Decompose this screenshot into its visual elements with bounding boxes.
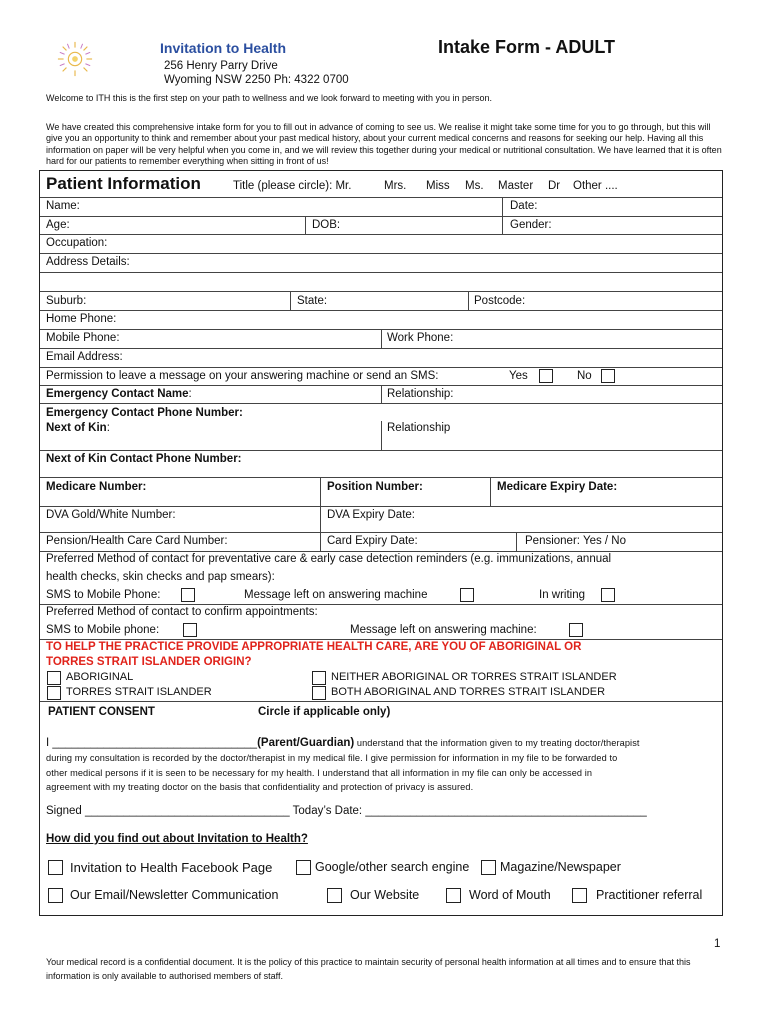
kin-relationship-field[interactable]: Relationship [387, 422, 451, 434]
pension-field[interactable]: Pension/Health Care Card Number: [46, 535, 228, 547]
medicare-expiry-cell [490, 478, 722, 506]
emergency-name-field[interactable] [46, 388, 192, 400]
next-of-kin-field[interactable] [46, 422, 110, 434]
pension-row [40, 533, 722, 552]
dob-field[interactable]: DOB: [312, 219, 341, 231]
next-of-kin-colon: : [106, 422, 110, 434]
neither-label: NEITHER ABORIGINAL OR TORRES STRAIT ISLANDER [331, 671, 617, 683]
state-field[interactable]: State: [297, 295, 328, 307]
next-of-kin-row [40, 422, 722, 451]
message-label: Message left on answering machine [244, 589, 428, 601]
message-checkbox[interactable] [460, 588, 474, 603]
emergency-name-label: Emergency Contact Name [46, 388, 189, 400]
relationship-field[interactable]: Relationship: [387, 388, 454, 400]
position-field[interactable]: Position Number: [327, 481, 423, 493]
title-mrs[interactable]: Mrs. [384, 180, 407, 192]
magazine-label: Magazine/Newspaper [500, 860, 621, 874]
sunburst-logo [56, 40, 94, 78]
consent-name-blank: I ________________________________ [46, 737, 258, 749]
email-checkbox[interactable] [48, 888, 63, 904]
emergency-name-colon: : [188, 388, 192, 400]
facebook-label: Invitation to Health Facebook Page [70, 860, 273, 875]
page-number: 1 [714, 938, 721, 950]
practitioner-label: Practitioner referral [596, 888, 703, 902]
consent-text-3: other medical persons if it is seen to be necessary for my health. I understand that all information in my file can only be accessed in [46, 768, 593, 778]
consent-i-line[interactable] [46, 736, 640, 751]
permission-no-label: No [577, 370, 592, 382]
form-title: Intake Form - ADULT [438, 37, 616, 57]
age-row [40, 217, 722, 235]
google-label: Google/other search engine [315, 860, 470, 874]
postcode-field[interactable]: Postcode: [474, 295, 526, 307]
permission-yes-label: Yes [509, 370, 528, 382]
origin-question-line2: TORRES STRAIT ISLANDER ORIGIN? [46, 656, 252, 668]
torres-checkbox[interactable] [47, 686, 61, 701]
postcode-cell [468, 292, 722, 310]
title-other[interactable]: Other .... [573, 180, 618, 192]
consent-circle-note: Circle if applicable only) [258, 706, 391, 718]
title-prompt: Title (please circle): Mr. [233, 180, 352, 192]
position-cell [320, 478, 490, 506]
consent-text-4: agreement with my treating doctor on the basis that confidentiality and protection of privacy is assured. [46, 782, 474, 792]
suburb-field[interactable]: Suburb: [46, 295, 87, 307]
address-line-1: 256 Henry Parry Drive [164, 60, 278, 72]
emergency-name-row [40, 386, 722, 404]
work-phone-field[interactable]: Work Phone: [387, 332, 454, 344]
kin-relationship-cell [381, 421, 722, 450]
sms2-label: SMS to Mobile phone: [46, 624, 160, 636]
aboriginal-label: ABORIGINAL [66, 671, 134, 683]
patient-info-header-row [40, 171, 722, 198]
appt-pref-label: Preferred Method of contact to confirm appointments: [46, 606, 318, 618]
dva-field[interactable]: DVA Gold/White Number: [46, 509, 176, 521]
permission-yes-checkbox[interactable] [539, 369, 553, 384]
address-blank-row[interactable] [40, 273, 722, 292]
dva-row [40, 507, 722, 533]
email-row [40, 349, 722, 368]
org-name: Invitation to Health [160, 40, 286, 56]
address-field[interactable]: Address Details: [46, 256, 130, 268]
dva-expiry-field[interactable]: DVA Expiry Date: [327, 509, 415, 521]
consent-heading: PATIENT CONSENT [48, 706, 155, 718]
home-phone-row [40, 311, 722, 330]
sms-label: SMS to Mobile Phone: [46, 589, 161, 601]
kin-phone-field[interactable]: Next of Kin Contact Phone Number: [46, 453, 242, 465]
word-checkbox[interactable] [446, 888, 461, 904]
patient-info-heading: Patient Information [46, 174, 201, 193]
email-field[interactable]: Email Address: [46, 351, 123, 363]
card-expiry-field[interactable]: Card Expiry Date: [327, 535, 418, 547]
pensioner-field[interactable]: Pensioner: Yes / No [525, 535, 627, 547]
date-field[interactable]: Date: [510, 200, 538, 212]
medicare-expiry-field[interactable]: Medicare Expiry Date: [497, 481, 618, 493]
permission-label: Permission to leave a message on your answering machine or send an SMS: [46, 370, 439, 382]
medicare-row [40, 478, 722, 507]
title-dr[interactable]: Dr [548, 180, 561, 192]
practitioner-checkbox[interactable] [572, 888, 587, 904]
permission-row [40, 368, 722, 386]
address-row [40, 254, 722, 273]
writing-label: In writing [539, 589, 586, 601]
sms2-checkbox[interactable] [183, 623, 197, 638]
contact-pref-line1: Preferred Method of contact for preventative care & early case detection reminders (e.g. immunizations, annual [46, 553, 612, 565]
gender-field[interactable]: Gender: [510, 219, 552, 231]
emergency-phone-row [40, 404, 722, 419]
title-miss[interactable]: Miss [426, 180, 450, 192]
age-field[interactable]: Age: [46, 219, 70, 231]
neither-checkbox[interactable] [312, 671, 326, 686]
address-line-2: Wyoming NSW 2250 Ph: 4322 0700 [164, 74, 349, 86]
website-label: Our Website [350, 888, 420, 902]
title-master[interactable]: Master [498, 180, 534, 192]
relationship-cell [381, 386, 722, 403]
permission-no-checkbox[interactable] [601, 369, 615, 384]
source-question: How did you find out about Invitation to Health? [46, 833, 308, 845]
message2-label: Message left on answering machine: [350, 624, 537, 636]
next-of-kin-label: Next of Kin [46, 422, 107, 434]
emergency-phone-field[interactable]: Emergency Contact Phone Number: [46, 407, 243, 419]
mobile-row [40, 330, 722, 349]
both-checkbox[interactable] [312, 686, 326, 701]
facebook-checkbox[interactable] [48, 860, 63, 876]
both-label: BOTH ABORIGINAL AND TORRES STRAIT ISLANDER [331, 686, 606, 698]
email-label: Our Email/Newsletter Communication [70, 888, 279, 902]
contact-pref-row [40, 552, 722, 605]
dva-expiry-cell [320, 507, 722, 532]
name-field[interactable]: Name: [46, 200, 80, 212]
writing-checkbox[interactable] [601, 588, 615, 603]
signed-line[interactable]: Signed ________________________________ Today’s Date: ____________________________________________ [46, 805, 647, 817]
gender-cell [502, 217, 722, 234]
mobile-phone-field[interactable]: Mobile Phone: [46, 332, 120, 344]
appointment-pref-row [40, 605, 722, 640]
suburb-row [40, 292, 722, 311]
word-label: Word of Mouth [469, 888, 551, 902]
google-checkbox[interactable] [296, 860, 311, 876]
message2-checkbox[interactable] [569, 623, 583, 638]
date-cell [502, 198, 722, 216]
medicare-field[interactable]: Medicare Number: [46, 481, 147, 493]
work-phone-cell [381, 330, 722, 348]
intro-paragraph: We have created this comprehensive intake form for you to fill out in advance of coming to see us. We realise it might take some time for you to go through, but this will give you an opportunity to think and remember about your past medical history, about your current medical concerns and reasons for seeking our help. Having all this information on paper will be very helpful when you come in, and we will review this together during your medical or nutritional consultation. We have learned that it is often hard for our patients to remember everything when sitting in front of us! [46, 122, 722, 167]
card-expiry-cell [320, 533, 516, 551]
confidentiality-footer: Your medical record is a confidential document. It is the policy of this practice to maintain security of personal health information at all times and to ensure that this information is only available to authorised members of staff. [46, 957, 691, 981]
consent-text-2: during my consultation is recorded by the doctor/therapist in my medical file. I give permission for information in my file to be forwarded to [46, 753, 618, 763]
occupation-row [40, 235, 722, 254]
name-row [40, 198, 722, 217]
welcome-text: Welcome to ITH this is the first step on your path to wellness and we look forward to meeting with you in person. [46, 93, 493, 103]
dob-cell [305, 217, 502, 234]
contact-pref-line2: health checks, skin checks and pap smears): [46, 571, 275, 583]
state-cell [290, 292, 468, 310]
home-phone-field[interactable]: Home Phone: [46, 313, 117, 325]
kin-phone-row [40, 451, 722, 478]
intake-form [39, 170, 723, 916]
aboriginal-checkbox[interactable] [47, 671, 61, 686]
origin-row [40, 640, 722, 702]
occupation-field[interactable]: Occupation: [46, 237, 108, 249]
magazine-checkbox[interactable] [481, 860, 496, 876]
title-ms[interactable]: Ms. [465, 180, 484, 192]
website-checkbox[interactable] [327, 888, 342, 904]
origin-question-line1: TO HELP THE PRACTICE PROVIDE APPROPRIATE HEALTH CARE, ARE YOU OF ABORIGINAL OR [46, 641, 582, 653]
parent-guardian-label: (Parent/Guardian) [257, 737, 355, 749]
consent-text-1: understand that the information given to my treating doctor/therapist [354, 738, 640, 748]
torres-label: TORRES STRAIT ISLANDER [66, 686, 212, 698]
sms-checkbox[interactable] [181, 588, 195, 603]
pensioner-cell [516, 533, 722, 551]
